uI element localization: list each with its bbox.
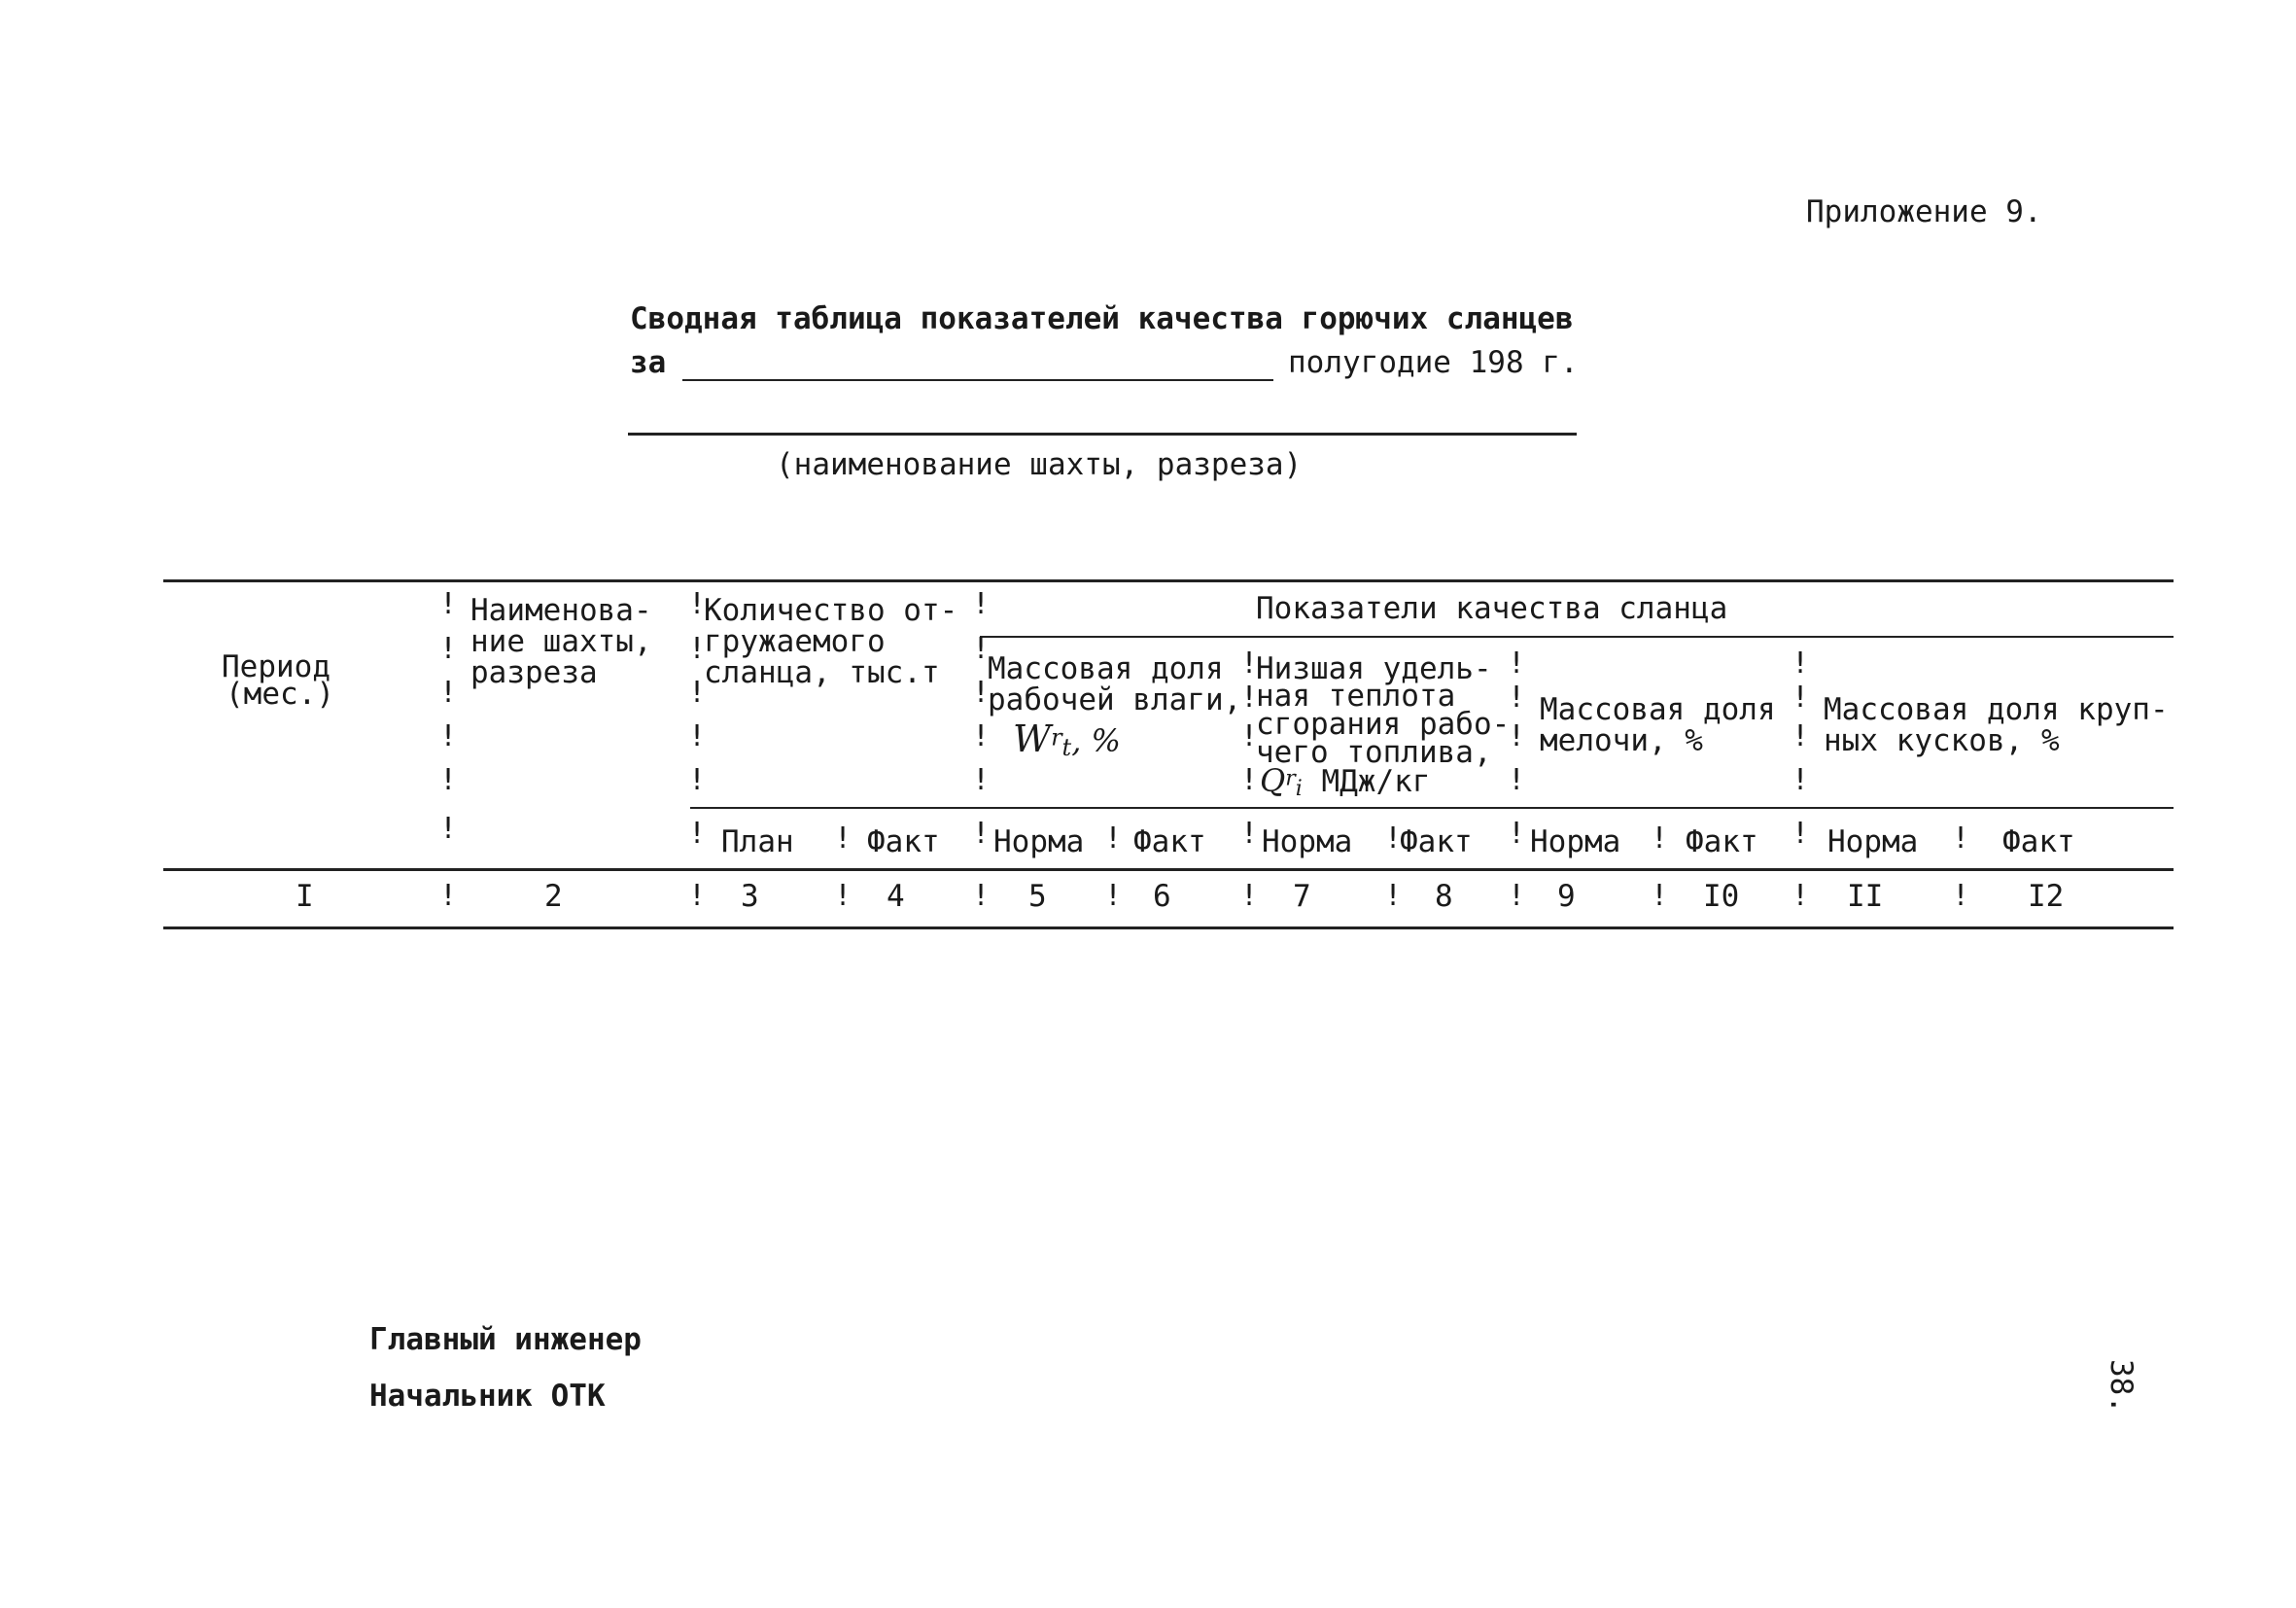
signature-chief-engineer: Главный инженер	[369, 1322, 642, 1357]
title-za: за	[630, 345, 667, 380]
subheader-fact: Факт	[867, 824, 940, 859]
mine-name-line	[628, 433, 1577, 436]
subheader-plan: План	[721, 824, 794, 859]
col-number: 6	[1153, 879, 1171, 914]
document-title: Сводная таблица показателей качества горючих сланцев	[630, 301, 1574, 336]
moisture-formula: $W^r_t$, %	[1013, 717, 1121, 762]
col-number: 2	[544, 879, 563, 914]
subheader-fact: Факт	[2002, 824, 2075, 859]
col-number: 7	[1293, 879, 1311, 914]
quality-group-rule	[980, 636, 2174, 638]
subheader-fact: Факт	[1686, 824, 1758, 859]
col-number: 8	[1435, 879, 1453, 914]
subheader-fact: Факт	[1400, 824, 1473, 859]
appendix-label: Приложение 9.	[1806, 194, 2042, 229]
mine-name-caption: (наименование шахты, разреза)	[776, 447, 1303, 482]
page-number: 38.	[2104, 1359, 2139, 1414]
header-quality-group: Показатели качества сланца	[1256, 591, 1728, 626]
col-number: I	[296, 879, 314, 914]
subheader-norm: Норма	[1827, 824, 1919, 859]
subheader-fact: Факт	[1133, 824, 1206, 859]
subheader-norm: Норма	[1530, 824, 1621, 859]
table-bottom-rule	[163, 926, 2174, 929]
subheader-rule	[690, 807, 2174, 809]
col-number: I2	[2028, 879, 2065, 914]
period-blank-line	[682, 379, 1273, 381]
col-number: 9	[1557, 879, 1576, 914]
title-suffix: полугодие 198 г.	[1288, 345, 1579, 380]
subheader-norm: Норма	[993, 824, 1085, 859]
signature-otk-head: Начальник ОТК	[369, 1379, 606, 1414]
table-top-rule	[163, 579, 2174, 582]
col-number: I0	[1703, 879, 1740, 914]
heat-formula: $Q^r_i$ МДж/кг	[1260, 762, 1431, 802]
subheader-norm: Норма	[1262, 824, 1353, 859]
col-number: 3	[741, 879, 759, 914]
col-number: 4	[887, 879, 905, 914]
header-bottom-rule	[163, 868, 2174, 871]
col-number: II	[1847, 879, 1884, 914]
col-number: 5	[1028, 879, 1047, 914]
